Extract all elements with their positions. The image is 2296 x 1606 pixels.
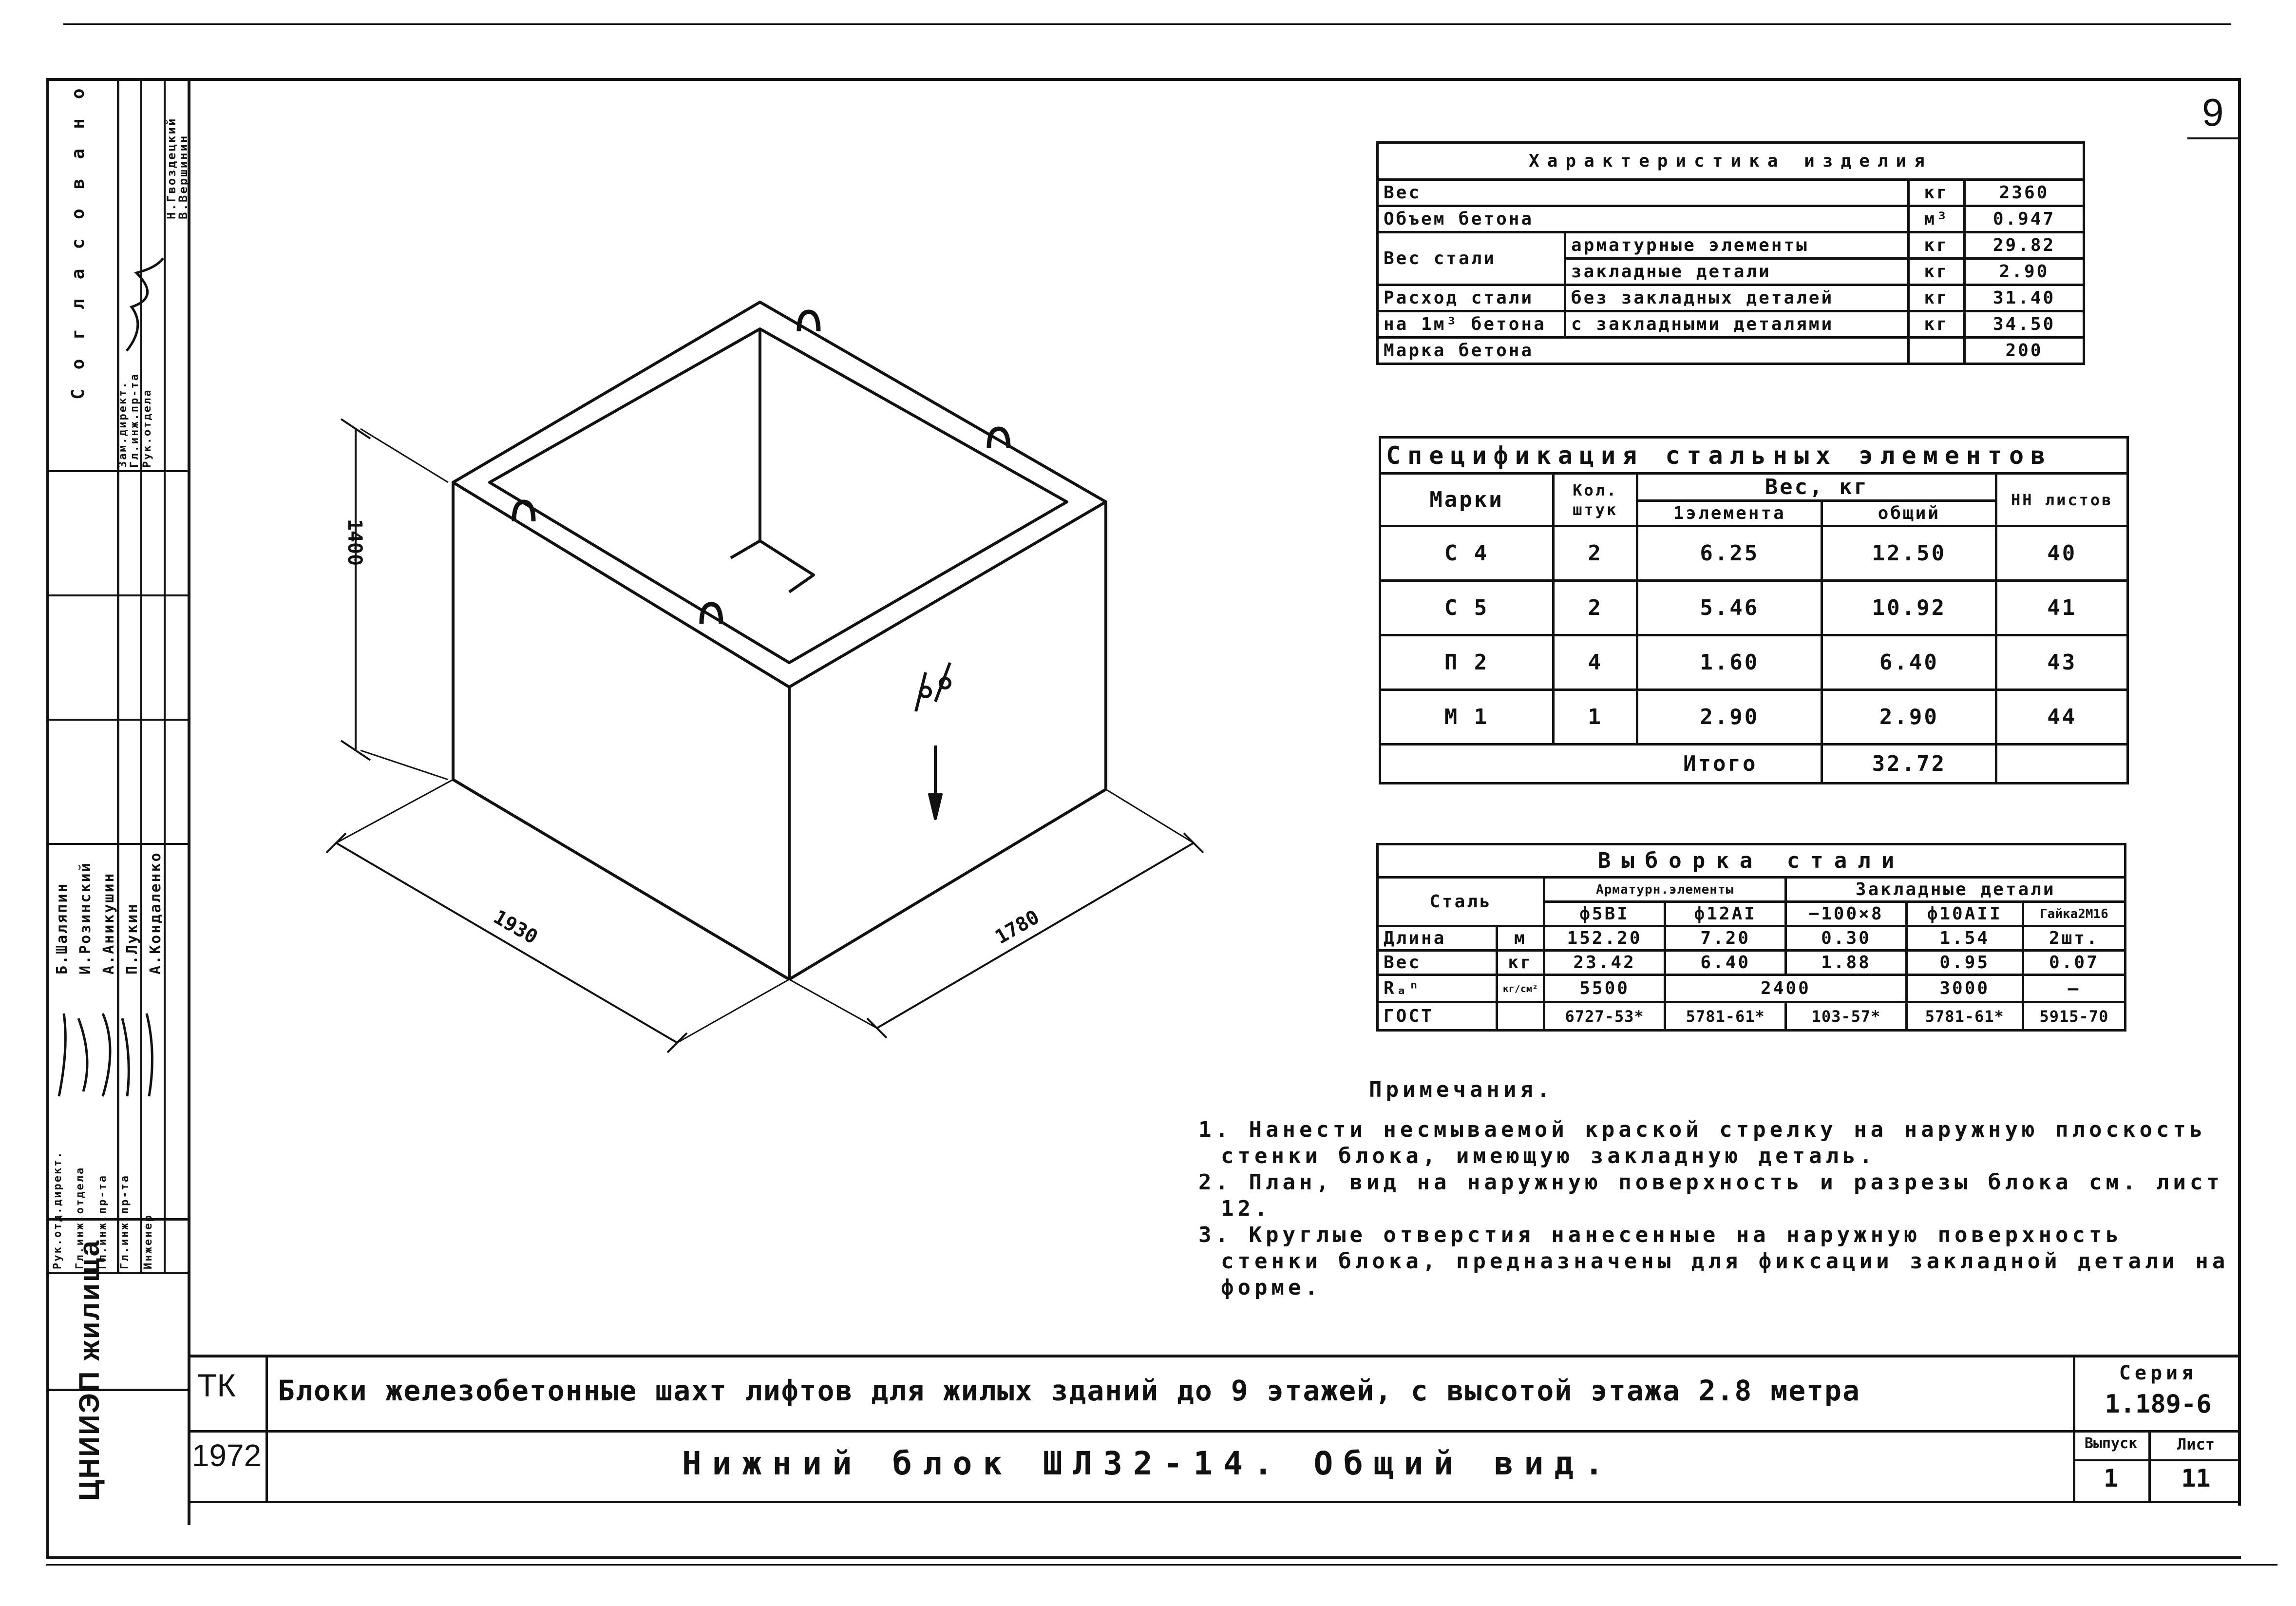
series-label: Серия (2119, 1362, 2198, 1384)
char-row-unit: м³ (1909, 206, 1965, 232)
steel-cell: 5915-70 (2023, 1002, 2125, 1031)
spec-header-total: общий (1822, 501, 1996, 526)
name-3: А.Аникушин (100, 872, 117, 975)
signature-top (117, 253, 171, 361)
frame-left (46, 78, 49, 1559)
role-1: Рук.отд.директ. (52, 1150, 64, 1269)
spec-row-total: 10.92 (1822, 581, 1996, 635)
top-name-1: Н.Гвоздецкий (165, 117, 178, 219)
top-role-3: Рук.отдела (141, 388, 153, 468)
steel-cell: 5781-61* (1665, 1002, 1786, 1031)
doc-code: ТК (197, 1367, 236, 1403)
spec-row-one: 1.60 (1637, 635, 1822, 690)
steel-col: Гайка2М16 (2023, 902, 2125, 926)
steel-cell: 1.88 (1786, 951, 1906, 975)
char-row-sub: без закладных деталей (1565, 285, 1909, 311)
sheet-label: Лист (2177, 1435, 2215, 1453)
char-row-label: Расход стали (1378, 285, 1565, 311)
organization-stamp: ЦНИИЭП жилища (74, 1239, 105, 1501)
char-row-unit: кг (1909, 259, 1965, 285)
spec-row-sheet: 44 (1996, 690, 2128, 745)
steel-group-2: Закладные детали (1786, 878, 2125, 902)
stamp-row-2 (49, 594, 188, 596)
spec-row-mark: С 4 (1380, 526, 1554, 581)
steel-table (1376, 843, 2126, 1032)
steel-row-unit (1497, 1002, 1544, 1031)
block-isometric-drawing (292, 263, 1267, 1091)
spec-header-qty: Кол. штук (1554, 474, 1637, 526)
char-row-unit: кг (1909, 232, 1965, 259)
char-row-unit: кг (1909, 180, 1965, 206)
steel-col: ф12АI (1665, 902, 1786, 926)
spec-row-qty: 1 (1554, 690, 1637, 745)
steel-cell: 1.54 (1906, 926, 2023, 951)
spec-row-one: 5.46 (1637, 581, 1822, 635)
spec-header-sheets: НН листов (1996, 474, 2128, 526)
steel-row-unit: кг/см² (1497, 975, 1544, 1002)
steel-cell: 2400 (1665, 975, 1907, 1002)
stamp-row-3 (49, 719, 188, 721)
spec-row-total: 6.40 (1822, 635, 1996, 690)
name-5: А.Кондаленко (147, 851, 164, 975)
spec-header-mark: Марки (1380, 474, 1554, 526)
char-row-value: 200 (1965, 338, 2084, 364)
steel-cell: 0.95 (1906, 951, 2023, 975)
spec-row-qty: 2 (1554, 581, 1637, 635)
spec-row-one: 2.90 (1637, 690, 1822, 745)
dim-width-right: 1780 (991, 905, 1044, 949)
steel-col: ф5ВI (1544, 902, 1665, 926)
steel-cell: 152.20 (1544, 926, 1665, 951)
note-item: 3. Круглые отверстия нанесенные на наружную поверхность стенки блока, предназначены для фиксации закладной детали на форме. (1198, 1223, 2229, 1300)
spec-row-one: 6.25 (1637, 526, 1822, 581)
steel-cell: 7.20 (1665, 926, 1786, 951)
char-row-label: Вес (1378, 180, 1909, 206)
steel-row-label: Rₐⁿ (1378, 975, 1497, 1002)
top-role-1: Зам.директ. (117, 381, 129, 468)
specification-table (1379, 436, 2129, 784)
note-item: 1. Нанести несмываемой краской стрелку на наружную плоскость стенки блока, имеющую закладную деталь. (1198, 1117, 2207, 1168)
signatures-bottom (49, 999, 166, 1106)
steel-cell: 0.30 (1786, 926, 1906, 951)
steel-cell: 5781-61* (1906, 1002, 2023, 1031)
steel-cell: 0.07 (2023, 951, 2125, 975)
char-row-unit: кг (1909, 311, 1965, 338)
steel-row-label: Вес (1378, 951, 1497, 975)
char-row-value: 31.40 (1965, 285, 2084, 311)
spec-header-one: 1элемента (1637, 501, 1822, 526)
spec-row-qty: 2 (1554, 526, 1637, 581)
spec-row-sheet: 41 (1996, 581, 2128, 635)
role-4: Гл.инж.пр-та (119, 1174, 131, 1269)
issue-value: 1 (2103, 1464, 2119, 1492)
frame-top (46, 78, 2241, 81)
char-row-unit: кг (1909, 285, 1965, 311)
char-row-value: 29.82 (1965, 232, 2084, 259)
spec-row-sheet: 43 (1996, 635, 2128, 690)
steel-cell: 103-57* (1786, 1002, 1906, 1031)
stamp-row-1 (49, 470, 188, 472)
title-block-mid (188, 1430, 2241, 1433)
title-block-top (188, 1355, 2241, 1357)
spec-row-mark: С 5 (1380, 581, 1554, 635)
top-name-2: В.Вершинин (176, 134, 190, 219)
steel-row-unit: кг (1497, 951, 1544, 975)
spec-row-sheet: 40 (1996, 526, 2128, 581)
spec-row-mark: М 1 (1380, 690, 1554, 745)
issue-label: Выпуск (2084, 1435, 2138, 1452)
sheet-number-underline (2187, 137, 2241, 139)
outer-bottom-line (46, 1564, 2277, 1566)
steel-title: Выборка стали (1378, 844, 2125, 878)
frame-inner-left (188, 78, 190, 1525)
stamp-row-7 (49, 1389, 188, 1391)
spec-total-label: Итого (1380, 745, 1822, 784)
steel-cell: 3000 (1906, 975, 2023, 1002)
title-block-v1 (266, 1355, 268, 1503)
steel-cell: 5500 (1544, 975, 1665, 1002)
stamp-row-5 (49, 1218, 188, 1221)
notes-title: Примечания. (1369, 1077, 1554, 1102)
notes-block (1198, 1077, 2231, 1301)
dim-height: 1400 (343, 518, 366, 566)
doc-title-1: Блоки железобетонные шахт лифтов для жилых зданий до 9 этажей, с высотой этажа 2.8 метра (278, 1374, 1860, 1407)
agreed-label: Согласовано (68, 69, 88, 400)
steel-cell: — (2023, 975, 2125, 1002)
characteristics-title: Характеристика изделия (1378, 143, 2084, 180)
stamp-row-4 (49, 843, 188, 845)
spec-row-total: 2.90 (1822, 690, 1996, 745)
char-row-value: 2.90 (1965, 259, 2084, 285)
note-item: 2. План, вид на наружную поверхность и разрезы блока см. лист 12. (1198, 1170, 2223, 1221)
frame-right (2238, 78, 2241, 1506)
spec-header-weight: Вес, кг (1637, 474, 1996, 501)
title-block-bottom (188, 1501, 2241, 1503)
doc-year: 1972 (191, 1438, 262, 1473)
char-row-label: Объем бетона (1378, 206, 1909, 232)
outer-top-line (63, 23, 2231, 25)
char-row-unit (1909, 338, 1965, 364)
char-row-sub: с закладными деталями (1565, 311, 1909, 338)
steel-row-unit: м (1497, 926, 1544, 951)
char-row-value: 0.947 (1965, 206, 2084, 232)
steel-cell: 23.42 (1544, 951, 1665, 975)
role-3: Гл.инж.пр-та (96, 1174, 109, 1269)
steel-col: ф10АII (1906, 902, 2023, 926)
specification-title: Спецификация стальных элементов (1380, 438, 2128, 474)
sheet-number: 9 (2202, 91, 2224, 134)
char-row-value: 2360 (1965, 180, 2084, 206)
top-role-2: Гл.инж.пр-та (129, 373, 141, 468)
char-row-value: 34.50 (1965, 311, 2084, 338)
steel-cell: 2шт. (2023, 926, 2125, 951)
steel-group-1: Арматурн.элементы (1544, 878, 1786, 902)
frame-bottom (46, 1556, 2241, 1559)
title-block-h-issue (2073, 1459, 2241, 1461)
steel-row-label: ГОСТ (1378, 1002, 1497, 1031)
series-value: 1.189-6 (2105, 1390, 2212, 1419)
name-2: И.Розинский (77, 861, 94, 975)
steel-cell: 6727-53* (1544, 1002, 1665, 1031)
steel-col: −100×8 (1786, 902, 1906, 926)
stamp-row-6 (49, 1272, 188, 1274)
spec-row-mark: П 2 (1380, 635, 1554, 690)
dim-width-left: 1930 (489, 905, 542, 949)
char-row-sub: закладные детали (1565, 259, 1909, 285)
doc-title-2: Нижний блок ШЛ32-14. Общий вид. (682, 1445, 1614, 1482)
spec-total-value: 32.72 (1822, 745, 1996, 784)
name-1: Б.Шаляпин (54, 882, 71, 975)
steel-label: Сталь (1378, 878, 1544, 926)
spec-row-total: 12.50 (1822, 526, 1996, 581)
char-row-label: на 1м³ бетона (1378, 311, 1565, 338)
sheet-value: 11 (2181, 1464, 2211, 1492)
role-2: Гл.инж.отдела (74, 1166, 86, 1269)
name-4: П.Лукин (124, 902, 141, 975)
char-row-label: Вес стали (1378, 232, 1565, 285)
steel-cell: 6.40 (1665, 951, 1786, 975)
characteristics-table (1376, 141, 2085, 365)
char-row-label: Марка бетона (1378, 338, 1909, 364)
role-5: Инженер (142, 1214, 154, 1269)
steel-row-label: Длина (1378, 926, 1497, 951)
spec-row-qty: 4 (1554, 635, 1637, 690)
char-row-sub: арматурные элементы (1565, 232, 1909, 259)
